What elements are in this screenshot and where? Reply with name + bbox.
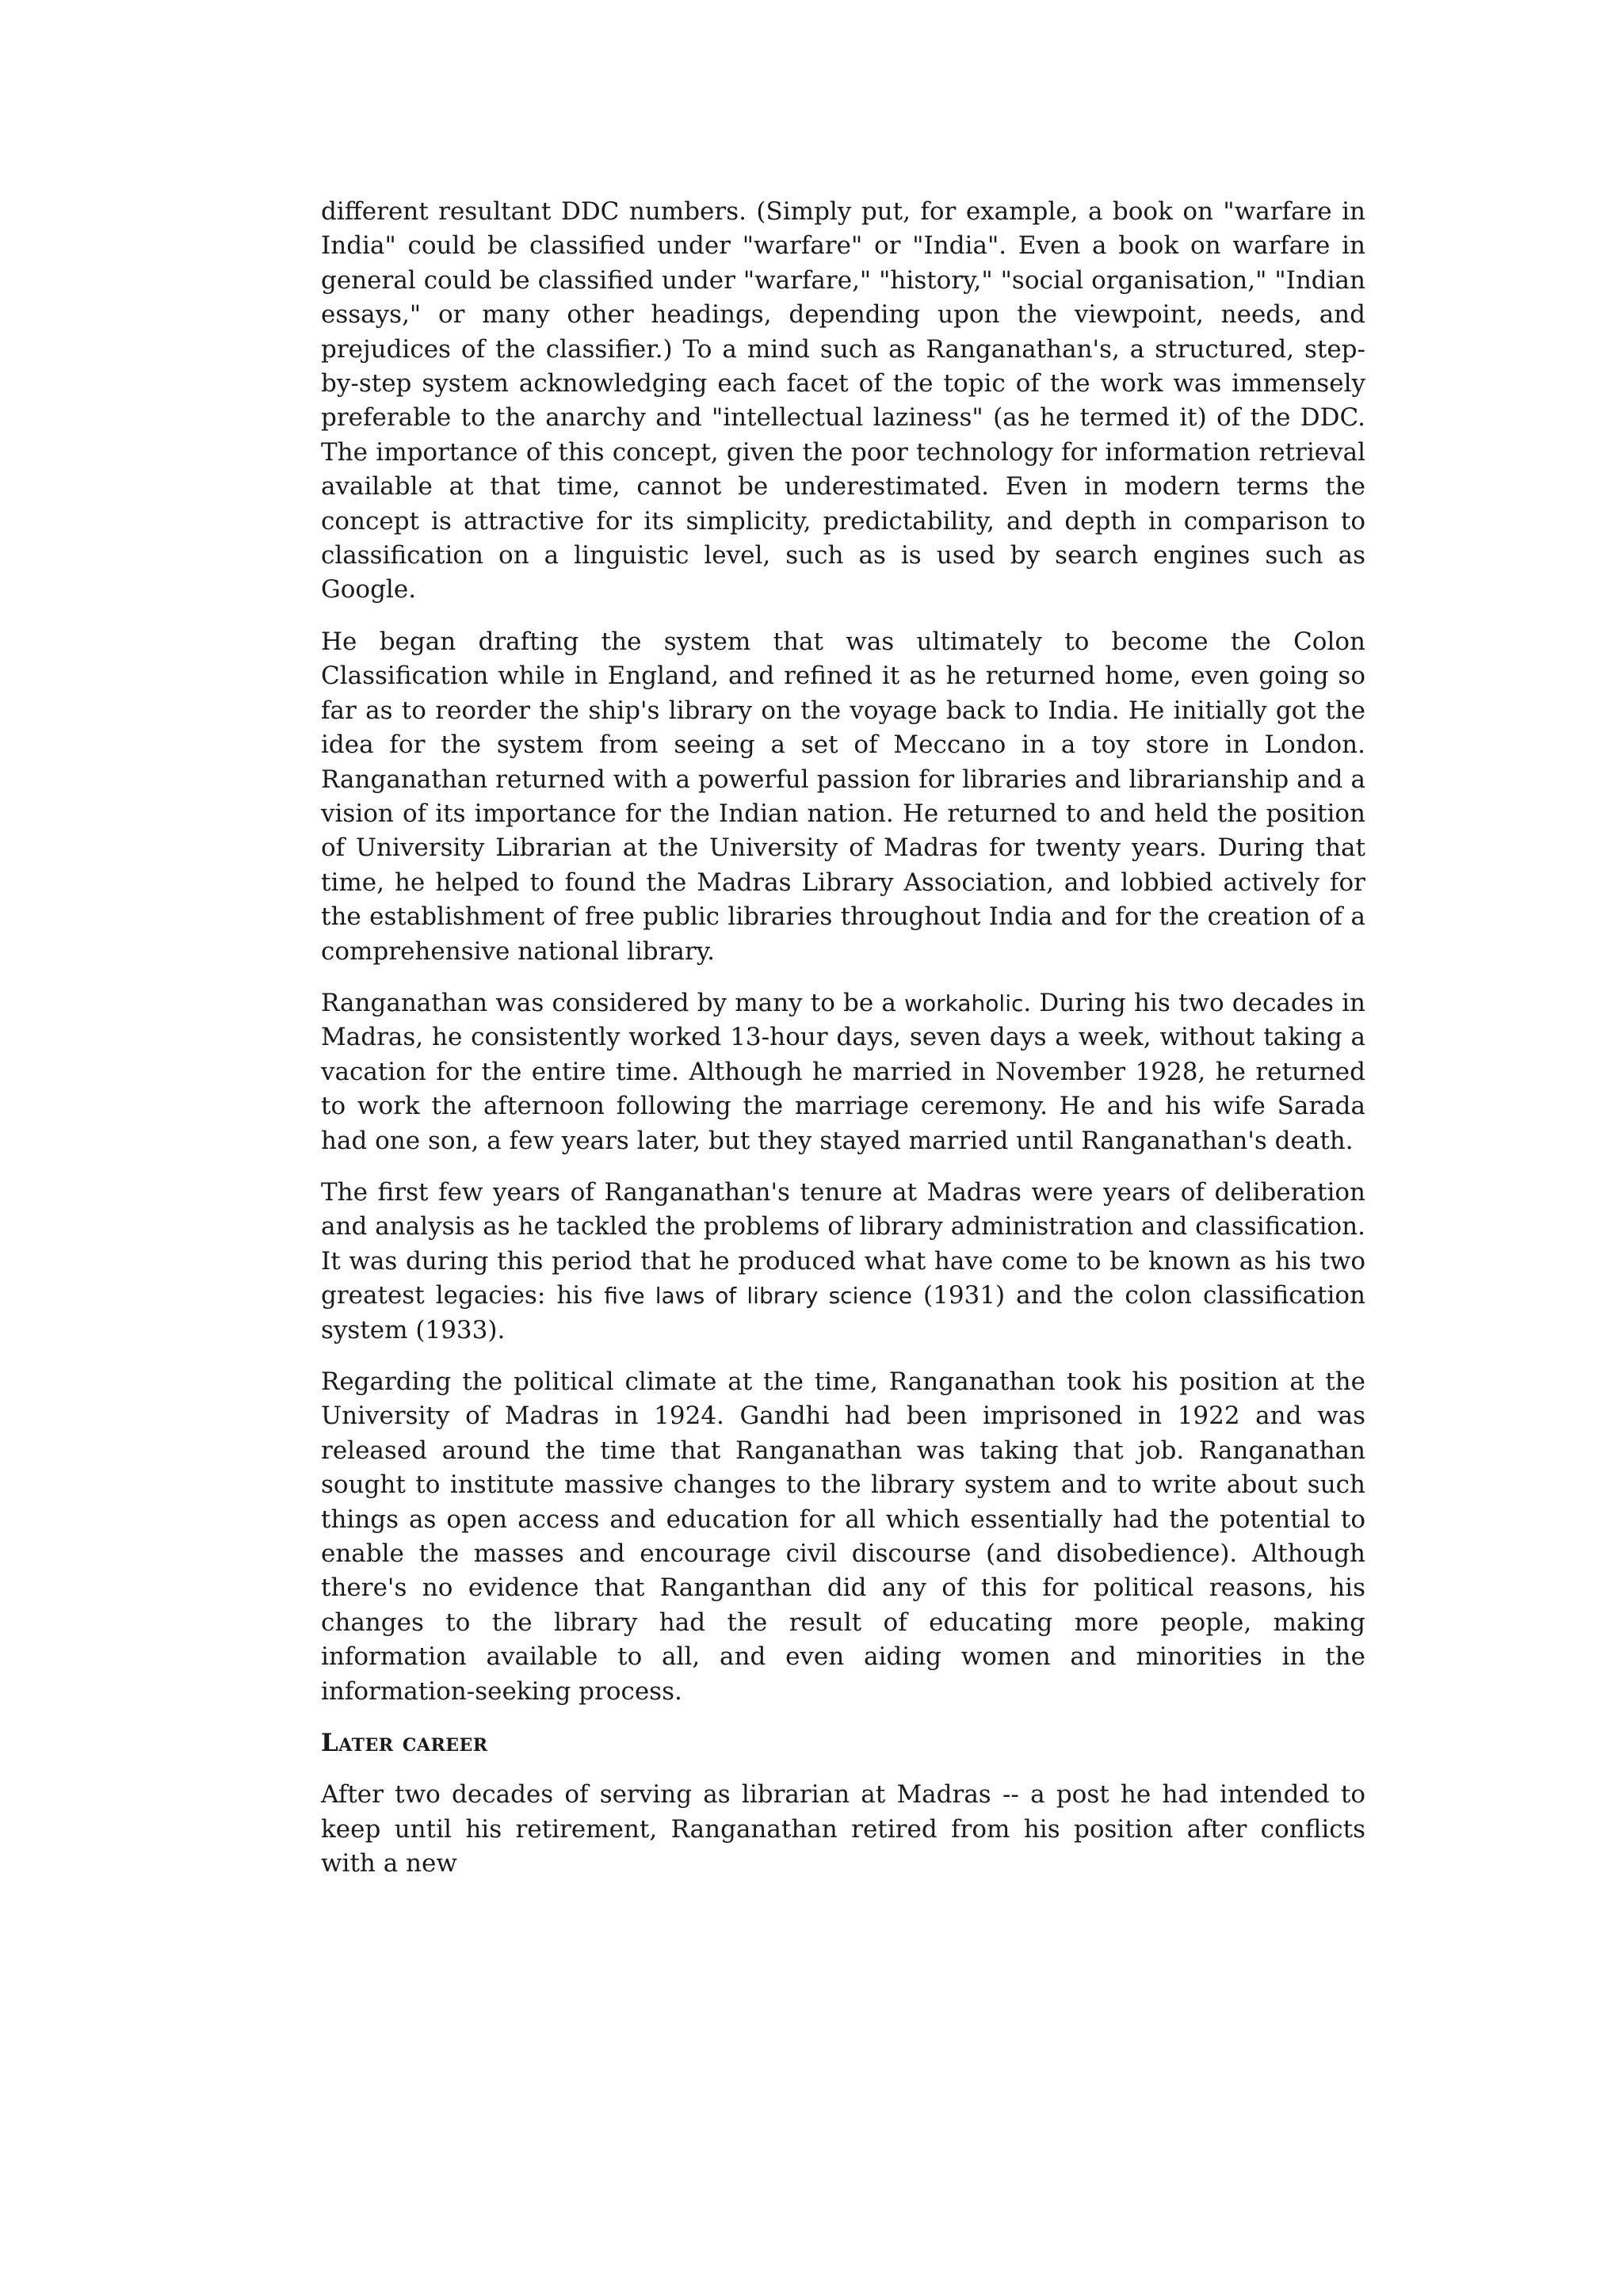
paragraph-retirement: After two decades of serving as librarian at Madras -- a post he had intended to keep until his retirement, Ranganathan retired from his position after conflicts with a new — [321, 1780, 1365, 1878]
paragraph-colon-classification: He began drafting the system that was ultimately to become the Colon Classification while in England, and refined it as he returned home, even going so far as to reorder the ship's library on the voyage back to India. He initially got the idea for the system from seeing a set of Meccano in a toy store in London. Ranganathan returned with a powerful passion for libraries and librarianship and a vision of its importance for the Indian nation. He returned to and held the position of University Librarian at the University of Madras for twenty years. During that time, he helped to found the Madras Library Association, and lobbied actively for the establishment of free public libraries throughout India and for the creation of a comprehensive national library. — [321, 627, 1365, 966]
document-page — [321, 195, 1365, 1899]
paragraph-text: . During his two decades in Madras, he consistently worked 13-hour days, seven days a week, without taking a vacation for the entire time. Although he married in November 1928, he returned to work the afternoon following the marriage ceremony. He and his wife Sarada had one son, a few years later, but they stayed married until Ranganathan's death. — [321, 988, 1365, 1155]
paragraph-workaholic — [321, 986, 1365, 1158]
term-five-laws: five laws of library science — [604, 1283, 912, 1310]
paragraph-ddc-classification: different resultant DDC numbers. (Simply put, for example, a book on "warfare in India" could be classified under "warfare" or "India". Even a book on warfare in general could be classified under "warfare," "history," "social organisation," "Indian essays," or many other headings, depending upon the viewpoint, needs, and prejudices of the classifier.) To a mind such as Ranganathan's, a structured, step-by-step system acknowledging each facet of the topic of the work was immensely preferable to the anarchy and "intellectual laziness" (as he termed it) of the DDC. The importance of this concept, given the poor technology for information retrieval available at that time, cannot be underestimated. Even in modern terms the concept is attractive for its simplicity, predictability, and depth in comparison to classification on a linguistic level, such as is used by search engines such as Google. — [321, 197, 1365, 605]
paragraph-legacies — [321, 1176, 1365, 1348]
paragraph-text: Ranganathan was considered by many to be a — [321, 988, 905, 1017]
paragraph-text: (1931) and the colon classification system (1933). — [321, 1281, 1365, 1344]
term-workaholic: workaholic — [904, 990, 1024, 1016]
paragraph-text: The first few years of Ranganathan's tenure at Madras were years of deliberation and analysis as he tackled the problems of library administration and classification. It was during this period that he produced what have come to be known as his two greatest legacies: his — [321, 1177, 1365, 1310]
section-heading-later-career: Later career — [321, 1729, 488, 1758]
paragraph-political-climate: Regarding the political climate at the time, Ranganathan took his position at the University of Madras in 1924. Gandhi had been imprisoned in 1922 and was released around the time that Ranganathan was taking that job. Ranganathan sought to institute massive changes to the library system and to write about such things as open access and education for all which essentially had the potential to enable the masses and encourage civil discourse (and disobedience). Although there's no evidence that Ranganthan did any of this for political reasons, his changes to the library had the result of educating more people, making information available to all, and even aiding women and minorities in the information-seeking process. — [321, 1367, 1365, 1706]
